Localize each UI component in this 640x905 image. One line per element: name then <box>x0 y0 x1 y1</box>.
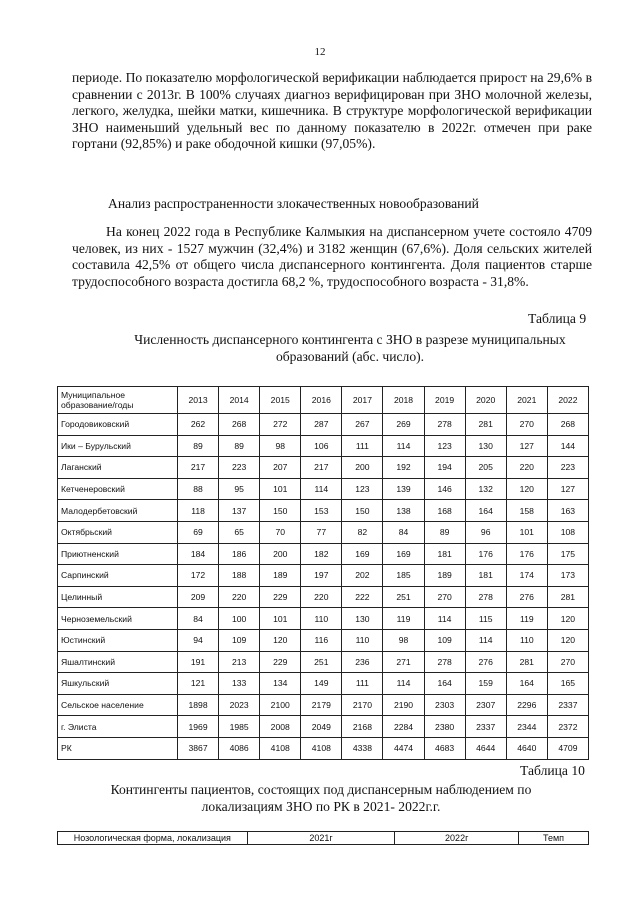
table9-cell-value: 2380 <box>424 716 465 738</box>
table9-cell-municipality: Юстинский <box>58 629 178 651</box>
table9-cell-value: 138 <box>383 500 424 522</box>
table10-header-cell: 2022г <box>395 832 519 845</box>
table9-cell-value: 134 <box>260 673 301 695</box>
table9-cell-value: 174 <box>506 565 547 587</box>
table9-cell-value: 262 <box>178 414 219 436</box>
table9-cell-value: 181 <box>424 543 465 565</box>
table9-cell-value: 110 <box>342 629 383 651</box>
table9-cell-value: 123 <box>342 478 383 500</box>
table9-cell-value: 278 <box>465 586 506 608</box>
table9-header-year: 2017 <box>342 387 383 414</box>
table9-cell-value: 182 <box>301 543 342 565</box>
table9-cell-value: 2100 <box>260 694 301 716</box>
table9-cell-value: 229 <box>260 586 301 608</box>
table9-cell-value: 213 <box>219 651 260 673</box>
table9-header-year: 2021 <box>506 387 547 414</box>
table9-cell-value: 69 <box>178 521 219 543</box>
table9-cell-value: 120 <box>260 629 301 651</box>
table9-cell-municipality: Лаганский <box>58 457 178 479</box>
table9-cell-value: 269 <box>383 414 424 436</box>
table9-cell-value: 119 <box>506 608 547 630</box>
paragraph-verification: периоде. По показателю морфологической верификации наблюдается прирост на 29,6% в сравнении с 2013г. В 100% случаях диагноз верифицирован при ЗНО молочной железы, легкого, желудка, шейки матки, кишечника. В структуре морфологической верификации ЗНО наименьший удельный вес по данному показателю в 2022г. отмечен при раке гортани (92,85%) и раке ободочной кишки (97,05%). <box>72 70 592 151</box>
table9-cell-municipality: Сельское население <box>58 694 178 716</box>
table9-cell-value: 173 <box>547 565 588 587</box>
table10-header-cell: Нозологическая форма, локализация <box>58 832 248 845</box>
table9-cell-value: 229 <box>260 651 301 673</box>
table9-cell-municipality: Целинный <box>58 586 178 608</box>
table9-cell-value: 2170 <box>342 694 383 716</box>
table9-cell-value: 287 <box>301 414 342 436</box>
table9-cell-value: 2049 <box>301 716 342 738</box>
table9-cell-value: 84 <box>383 521 424 543</box>
table9-cell-value: 3867 <box>178 737 219 759</box>
table9-cell-value: 4338 <box>342 737 383 759</box>
table9-cell-value: 130 <box>342 608 383 630</box>
table9-cell-value: 194 <box>424 457 465 479</box>
table9-cell-value: 118 <box>178 500 219 522</box>
table9-cell-value: 220 <box>219 586 260 608</box>
table9-cell-value: 169 <box>342 543 383 565</box>
table9-cell-value: 2284 <box>383 716 424 738</box>
table10-header-row <box>58 832 589 845</box>
table9-cell-value: 2303 <box>424 694 465 716</box>
table9-cell-value: 223 <box>547 457 588 479</box>
table9-cell-value: 172 <box>178 565 219 587</box>
table9-cell-value: 1898 <box>178 694 219 716</box>
table10-caption: Контингенты пациентов, состоящих под диспансерным наблюдением по локализациям ЗНО по РК в 2021- 2022г.г. <box>110 782 532 814</box>
table9-cell-value: 270 <box>547 651 588 673</box>
table9-cell-value: 133 <box>219 673 260 695</box>
table9-cell-value: 4108 <box>301 737 342 759</box>
table9-header-year: 2019 <box>424 387 465 414</box>
table9-cell-municipality: Яшалтинский <box>58 651 178 673</box>
table9-cell-value: 271 <box>383 651 424 673</box>
table9-cell-value: 209 <box>178 586 219 608</box>
table9-cell-value: 146 <box>424 478 465 500</box>
table-row <box>58 565 589 587</box>
table9-header-year: 2013 <box>178 387 219 414</box>
table9-cell-value: 2337 <box>547 694 588 716</box>
table9-cell-value: 281 <box>506 651 547 673</box>
table9-cell-value: 109 <box>424 629 465 651</box>
table9-cell-value: 168 <box>424 500 465 522</box>
table9-cell-value: 2372 <box>547 716 588 738</box>
table9-cell-value: 96 <box>465 521 506 543</box>
table9-cell-value: 184 <box>178 543 219 565</box>
table9-cell-value: 220 <box>301 586 342 608</box>
table-row <box>58 629 589 651</box>
table9-cell-value: 223 <box>219 457 260 479</box>
table9-cell-value: 89 <box>424 521 465 543</box>
table9-cell-value: 120 <box>547 629 588 651</box>
table9-cell-value: 169 <box>383 543 424 565</box>
table9-cell-value: 77 <box>301 521 342 543</box>
table9-cell-value: 236 <box>342 651 383 673</box>
table9-header-row <box>58 387 589 414</box>
table9-cell-value: 281 <box>465 414 506 436</box>
table9-cell-value: 165 <box>547 673 588 695</box>
table9-cell-value: 132 <box>465 478 506 500</box>
table9-cell-value: 276 <box>506 586 547 608</box>
table9-cell-municipality: Приютненский <box>58 543 178 565</box>
table9-cell-municipality: РК <box>58 737 178 759</box>
table9-cell-value: 268 <box>219 414 260 436</box>
table9-cell-value: 101 <box>260 608 301 630</box>
table9-cell-value: 120 <box>506 478 547 500</box>
table-row <box>58 457 589 479</box>
table9-cell-value: 4474 <box>383 737 424 759</box>
table9-cell-value: 270 <box>424 586 465 608</box>
table10-header-cell: 2021г <box>247 832 395 845</box>
section-title: Анализ распространенности злокачественных новообразований <box>108 196 479 211</box>
table9-cell-value: 88 <box>178 478 219 500</box>
table-row <box>58 694 589 716</box>
table9-cell-municipality: Ики – Бурульский <box>58 435 178 457</box>
table9-cell-value: 130 <box>465 435 506 457</box>
table9-cell-value: 127 <box>506 435 547 457</box>
table9-header-municipality: Муниципальное образование/годы <box>58 387 178 414</box>
table9-cell-value: 272 <box>260 414 301 436</box>
table9-cell-value: 114 <box>301 478 342 500</box>
table9-cell-value: 109 <box>219 629 260 651</box>
table9-cell-value: 98 <box>383 629 424 651</box>
table9-cell-value: 2344 <box>506 716 547 738</box>
table9-cell-value: 175 <box>547 543 588 565</box>
table9-cell-value: 202 <box>342 565 383 587</box>
table-row <box>58 608 589 630</box>
table9-cell-municipality: Малодербетовский <box>58 500 178 522</box>
table-row <box>58 673 589 695</box>
table9-cell-value: 114 <box>424 608 465 630</box>
table9-cell-value: 111 <box>342 435 383 457</box>
table9-header-year: 2016 <box>301 387 342 414</box>
paragraph-prevalence: На конец 2022 года в Республике Калмыкия на диспансерном учете состояло 4709 человек, из них - 1527 мужчин (32,4%) и 3182 женщин (67,6%). Доля сельских жителей составила 42,5% от общего числа диспансерного контингента. Доля пациентов старше трудоспособного возраста достигла 68,2 %, трудоспособного возраста - 31,8%. <box>72 224 592 289</box>
table9-cell-value: 1985 <box>219 716 260 738</box>
table9-cell-value: 4644 <box>465 737 506 759</box>
table9-cell-value: 1969 <box>178 716 219 738</box>
table9-cell-value: 2337 <box>465 716 506 738</box>
table-row <box>58 716 589 738</box>
table9-cell-value: 186 <box>219 543 260 565</box>
table9-cell-value: 150 <box>260 500 301 522</box>
table9-cell-value: 121 <box>178 673 219 695</box>
table9-cell-value: 137 <box>219 500 260 522</box>
table9-cell-value: 158 <box>506 500 547 522</box>
table9-cell-value: 176 <box>465 543 506 565</box>
table9-cell-value: 101 <box>260 478 301 500</box>
table9-cell-value: 164 <box>465 500 506 522</box>
table9-cell-value: 150 <box>342 500 383 522</box>
table9-cell-municipality: г. Элиста <box>58 716 178 738</box>
table9-cell-value: 127 <box>547 478 588 500</box>
table9-cell-value: 114 <box>383 435 424 457</box>
table-row <box>58 478 589 500</box>
table-row <box>58 543 589 565</box>
table9-header-year: 2022 <box>547 387 588 414</box>
table9-header-year: 2020 <box>465 387 506 414</box>
table-row <box>58 521 589 543</box>
table9-cell-value: 70 <box>260 521 301 543</box>
table9-cell-value: 123 <box>424 435 465 457</box>
table9-cell-value: 106 <box>301 435 342 457</box>
table9-cell-value: 200 <box>342 457 383 479</box>
table9-cell-value: 188 <box>219 565 260 587</box>
table9-cell-value: 115 <box>465 608 506 630</box>
table9-cell-value: 222 <box>342 586 383 608</box>
table9-cell-value: 2168 <box>342 716 383 738</box>
table9-cell-value: 4640 <box>506 737 547 759</box>
table9-cell-value: 278 <box>424 414 465 436</box>
table9-cell-value: 114 <box>383 673 424 695</box>
table9-cell-value: 65 <box>219 521 260 543</box>
table9-cell-value: 191 <box>178 651 219 673</box>
table-row <box>58 586 589 608</box>
table-row <box>58 435 589 457</box>
table9-cell-value: 2179 <box>301 694 342 716</box>
table9-cell-value: 4086 <box>219 737 260 759</box>
page-number: 12 <box>314 46 326 58</box>
table9-cell-value: 189 <box>424 565 465 587</box>
table9-cell-value: 220 <box>506 457 547 479</box>
table10-header-cell: Темп <box>519 832 589 845</box>
table9-cell-value: 108 <box>547 521 588 543</box>
table9-cell-value: 159 <box>465 673 506 695</box>
table9-cell-value: 95 <box>219 478 260 500</box>
table9-cell-value: 4683 <box>424 737 465 759</box>
table9-cell-value: 217 <box>301 457 342 479</box>
table9-cell-municipality: Черноземельский <box>58 608 178 630</box>
table9-cell-value: 89 <box>219 435 260 457</box>
table9-cell-value: 110 <box>506 629 547 651</box>
table-row <box>58 737 589 759</box>
table9-cell-value: 101 <box>506 521 547 543</box>
table9-cell-value: 144 <box>547 435 588 457</box>
table9-cell-value: 94 <box>178 629 219 651</box>
table9-cell-value: 192 <box>383 457 424 479</box>
table9-cell-value: 4108 <box>260 737 301 759</box>
table9-cell-value: 89 <box>178 435 219 457</box>
table9-cell-value: 164 <box>424 673 465 695</box>
table9-header-year: 2014 <box>219 387 260 414</box>
table9-cell-value: 98 <box>260 435 301 457</box>
table9-cell-value: 120 <box>547 608 588 630</box>
table9-cell-municipality: Кетченеровский <box>58 478 178 500</box>
table9-cell-value: 2307 <box>465 694 506 716</box>
table9-cell-municipality: Октябрьский <box>58 521 178 543</box>
table9-label: Таблица 9 <box>528 311 587 326</box>
table9-cell-value: 217 <box>178 457 219 479</box>
table9-cell-value: 205 <box>465 457 506 479</box>
table9-cell-value: 110 <box>301 608 342 630</box>
table9-cell-value: 2190 <box>383 694 424 716</box>
table9-cell-value: 119 <box>383 608 424 630</box>
table9-cell-value: 189 <box>260 565 301 587</box>
table9-cell-value: 176 <box>506 543 547 565</box>
table9-cell-value: 197 <box>301 565 342 587</box>
table9-cell-value: 4709 <box>547 737 588 759</box>
table9-cell-municipality: Городовиковский <box>58 414 178 436</box>
table9-cell-value: 153 <box>301 500 342 522</box>
table9-cell-value: 2023 <box>219 694 260 716</box>
table9-cell-value: 116 <box>301 629 342 651</box>
table9-header-year: 2015 <box>260 387 301 414</box>
table9-cell-value: 114 <box>465 629 506 651</box>
table9-cell-value: 185 <box>383 565 424 587</box>
table9-cell-value: 82 <box>342 521 383 543</box>
table10-label: Таблица 10 <box>520 763 585 778</box>
table9-caption: Численность диспансерного контингента с ЗНО в разрезе муниципальных образований (абс. число). <box>134 332 566 364</box>
table9-cell-value: 268 <box>547 414 588 436</box>
table9-cell-municipality: Яшкульский <box>58 673 178 695</box>
table10 <box>57 831 589 845</box>
table9-cell-value: 207 <box>260 457 301 479</box>
table9-cell-value: 270 <box>506 414 547 436</box>
table9-cell-value: 84 <box>178 608 219 630</box>
table-row <box>58 500 589 522</box>
table9-cell-value: 149 <box>301 673 342 695</box>
table9-cell-value: 181 <box>465 565 506 587</box>
table9-cell-value: 251 <box>301 651 342 673</box>
table9-cell-value: 163 <box>547 500 588 522</box>
table9-cell-municipality: Сарпинский <box>58 565 178 587</box>
table9-cell-value: 281 <box>547 586 588 608</box>
table9-header-year: 2018 <box>383 387 424 414</box>
table9 <box>57 386 589 760</box>
table9-cell-value: 2008 <box>260 716 301 738</box>
table9-cell-value: 200 <box>260 543 301 565</box>
table9-cell-value: 251 <box>383 586 424 608</box>
table9-cell-value: 164 <box>506 673 547 695</box>
table9-cell-value: 278 <box>424 651 465 673</box>
table9-cell-value: 276 <box>465 651 506 673</box>
table-row <box>58 651 589 673</box>
table9-cell-value: 139 <box>383 478 424 500</box>
table-row <box>58 414 589 436</box>
table9-cell-value: 267 <box>342 414 383 436</box>
table9-cell-value: 100 <box>219 608 260 630</box>
table9-cell-value: 111 <box>342 673 383 695</box>
table9-cell-value: 2296 <box>506 694 547 716</box>
